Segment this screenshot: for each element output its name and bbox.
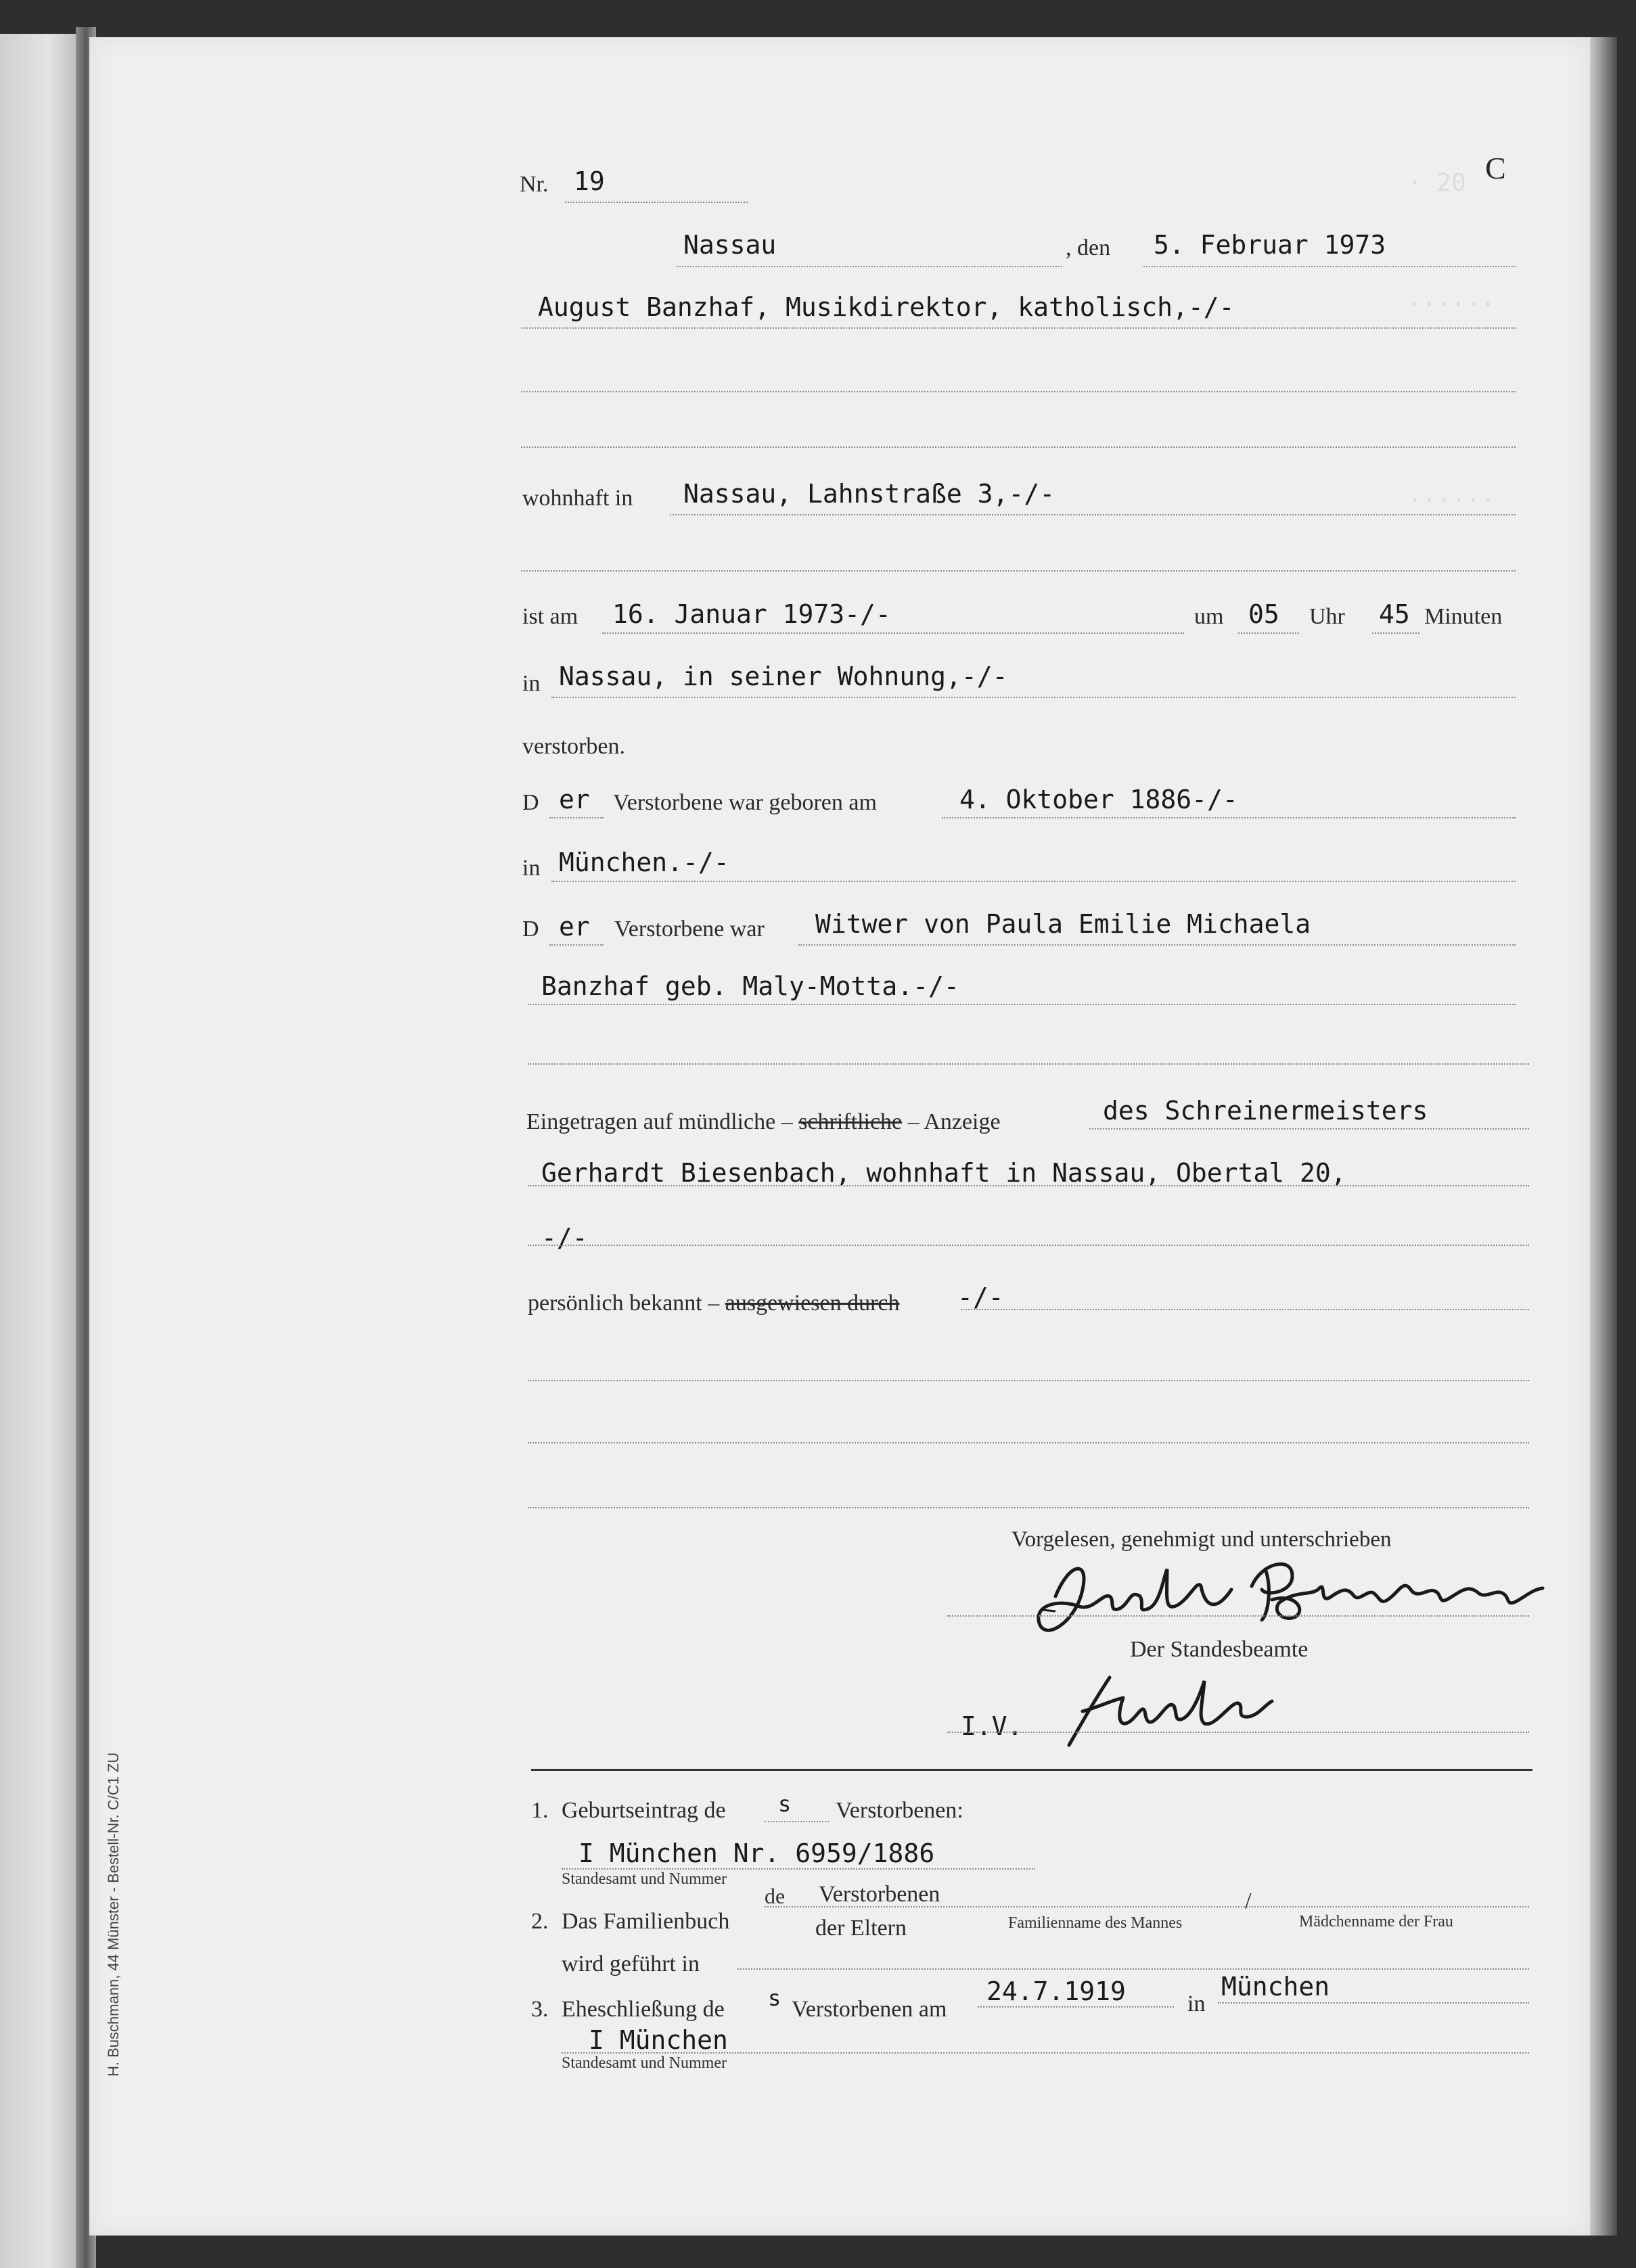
birth-place: München.-/- — [559, 848, 729, 877]
n1-text: Geburtseintrag de — [562, 1798, 726, 1823]
ausgewiesen-struck: ausgewiesen durch — [725, 1291, 900, 1316]
bekannt-text: persönlich bekannt – — [528, 1291, 720, 1316]
rule — [737, 1968, 1529, 1970]
bleed-through: ······ — [1407, 291, 1496, 319]
rule — [549, 817, 604, 818]
nr-value: 19 — [574, 166, 605, 196]
birth-date: 4. Oktober 1886-/- — [959, 785, 1238, 814]
wohnhaft-label: wohnhaft in — [522, 486, 633, 511]
n3-s: s — [768, 1985, 781, 2011]
n2-label: 2. — [531, 1909, 549, 1934]
n2-wird: wird geführt in — [562, 1951, 700, 1976]
nr-label: Nr. — [520, 172, 549, 197]
er-value: er — [559, 785, 590, 814]
standesbeamte-label: Der Standesbeamte — [1130, 1637, 1309, 1662]
rule — [978, 2006, 1174, 2008]
bekannt-label — [528, 1291, 900, 1316]
rule — [947, 1615, 1529, 1617]
n3-value: I München — [589, 2025, 728, 2055]
rule — [562, 2052, 1529, 2054]
n1-s: s — [778, 1791, 792, 1817]
rule — [551, 881, 1516, 882]
n2-mann: Familienname des Mannes — [1008, 1914, 1183, 1932]
n2-frau: Mädchenname der Frau — [1299, 1913, 1453, 1930]
rule — [528, 1380, 1529, 1381]
minutes: 45 — [1379, 599, 1410, 629]
rule — [521, 446, 1516, 448]
den-label: , den — [1066, 235, 1111, 260]
rule — [677, 266, 1062, 267]
bleed-through: · 20 — [1407, 169, 1466, 197]
rule — [798, 944, 1516, 946]
rule — [521, 570, 1516, 572]
n3-caption: Standesamt und Nummer — [562, 2054, 727, 2072]
rule — [528, 1185, 1529, 1186]
marital-line2: Banzhaf geb. Maly-Motta.-/- — [541, 971, 959, 1001]
left-page-edge — [0, 34, 81, 2268]
rule — [670, 514, 1516, 515]
form-letter: C — [1485, 151, 1506, 185]
informant-line1: des Schreinermeisters — [1103, 1096, 1428, 1126]
rule — [1143, 266, 1516, 267]
rule — [521, 327, 1516, 329]
schriftliche-struck: schriftliche — [798, 1109, 903, 1134]
signature-standesbeamter — [1055, 1664, 1286, 1752]
right-page-edge — [1590, 37, 1617, 2236]
person: August Banzhaf, Musikdirektor, katholisch,-/- — [538, 292, 1235, 322]
death-date: 16. Januar 1973-/- — [612, 599, 891, 629]
n2-de: de — [765, 1884, 786, 1908]
rule — [565, 202, 748, 203]
born-label: Verstorbene war geboren am — [613, 790, 877, 815]
death-place: Nassau, in seiner Wohnung,-/- — [559, 662, 1008, 691]
n3-text: Eheschließung de — [562, 1997, 725, 2022]
rule — [1089, 1128, 1529, 1130]
n3-label: 3. — [531, 1997, 549, 2022]
eingetragen-text: Eingetragen auf mündliche – — [526, 1109, 793, 1134]
rule — [521, 391, 1516, 392]
was-label: Verstorbene war — [614, 917, 765, 942]
uhr-label: Uhr — [1309, 604, 1345, 629]
minuten-label: Minuten — [1424, 604, 1503, 629]
date: 5. Februar 1973 — [1154, 230, 1386, 260]
n2-slash: / — [1245, 1889, 1252, 1914]
rule — [1218, 2002, 1529, 2004]
hour: 05 — [1248, 599, 1279, 629]
rule — [961, 1309, 1529, 1310]
rule — [551, 697, 1516, 698]
n3-verstorbenen: Verstorbenen am — [792, 1997, 947, 2022]
place: Nassau — [683, 230, 777, 260]
verstorben-label: verstorben. — [522, 734, 626, 759]
rule — [528, 1245, 1529, 1246]
rule — [765, 1821, 829, 1822]
rule — [1238, 632, 1299, 634]
n2-eltern: der Eltern — [815, 1916, 907, 1941]
rule — [942, 817, 1516, 818]
informant-line2: Gerhardt Biesenbach, wohnhaft in Nassau, Obertal 20, — [541, 1158, 1346, 1188]
rule — [528, 1063, 1529, 1065]
in-label: in — [522, 671, 541, 696]
informant-line3: -/- — [541, 1223, 588, 1253]
marital-line1: Witwer von Paula Emilie Michaela — [815, 909, 1311, 939]
rule — [528, 1507, 1529, 1508]
address: Nassau, Lahnstraße 3,-/- — [683, 479, 1055, 509]
n2-verstorbenen: Verstorbenen — [819, 1882, 940, 1907]
printer-note: H. Buschmann, 44 Münster - Bestell-Nr. C/C1 ZU — [105, 1752, 122, 2077]
anzeige-text: – Anzeige — [907, 1109, 1001, 1134]
d-label: D — [522, 790, 539, 815]
n3-in: in — [1187, 1991, 1206, 2016]
um-label: um — [1194, 604, 1224, 629]
rule — [528, 1004, 1516, 1005]
n3-place: München — [1221, 1972, 1330, 2001]
iv-value: I.V. — [961, 1711, 1023, 1741]
signature-biesenbach — [1028, 1549, 1549, 1650]
n1-value: I München Nr. 6959/1886 — [578, 1838, 935, 1868]
in2-label: in — [522, 856, 541, 881]
n2-text: Das Familienbuch — [562, 1909, 730, 1934]
vorgelesen-label: Vorgelesen, genehmigt und unterschrieben — [1012, 1527, 1392, 1552]
section-divider — [531, 1769, 1532, 1771]
rule — [1372, 632, 1419, 634]
eingetragen-label — [526, 1109, 1001, 1135]
n1-caption: Standesamt und Nummer — [562, 1870, 727, 1888]
rule — [528, 1442, 1529, 1443]
bleed-through: ······ — [1407, 487, 1496, 515]
rule — [602, 632, 1184, 634]
bekannt-value: -/- — [957, 1282, 1004, 1312]
d2-label: D — [522, 917, 539, 942]
rule — [947, 1732, 1529, 1733]
rule — [549, 944, 604, 946]
er2-value: er — [559, 912, 590, 942]
rule — [562, 1868, 1035, 1870]
n1-label: 1. — [531, 1798, 549, 1823]
rule — [765, 1906, 1529, 1907]
n3-date: 24.7.1919 — [986, 1976, 1126, 2006]
n1-verstorbenen: Verstorbenen: — [836, 1798, 963, 1823]
ist-am-label: ist am — [522, 604, 578, 629]
